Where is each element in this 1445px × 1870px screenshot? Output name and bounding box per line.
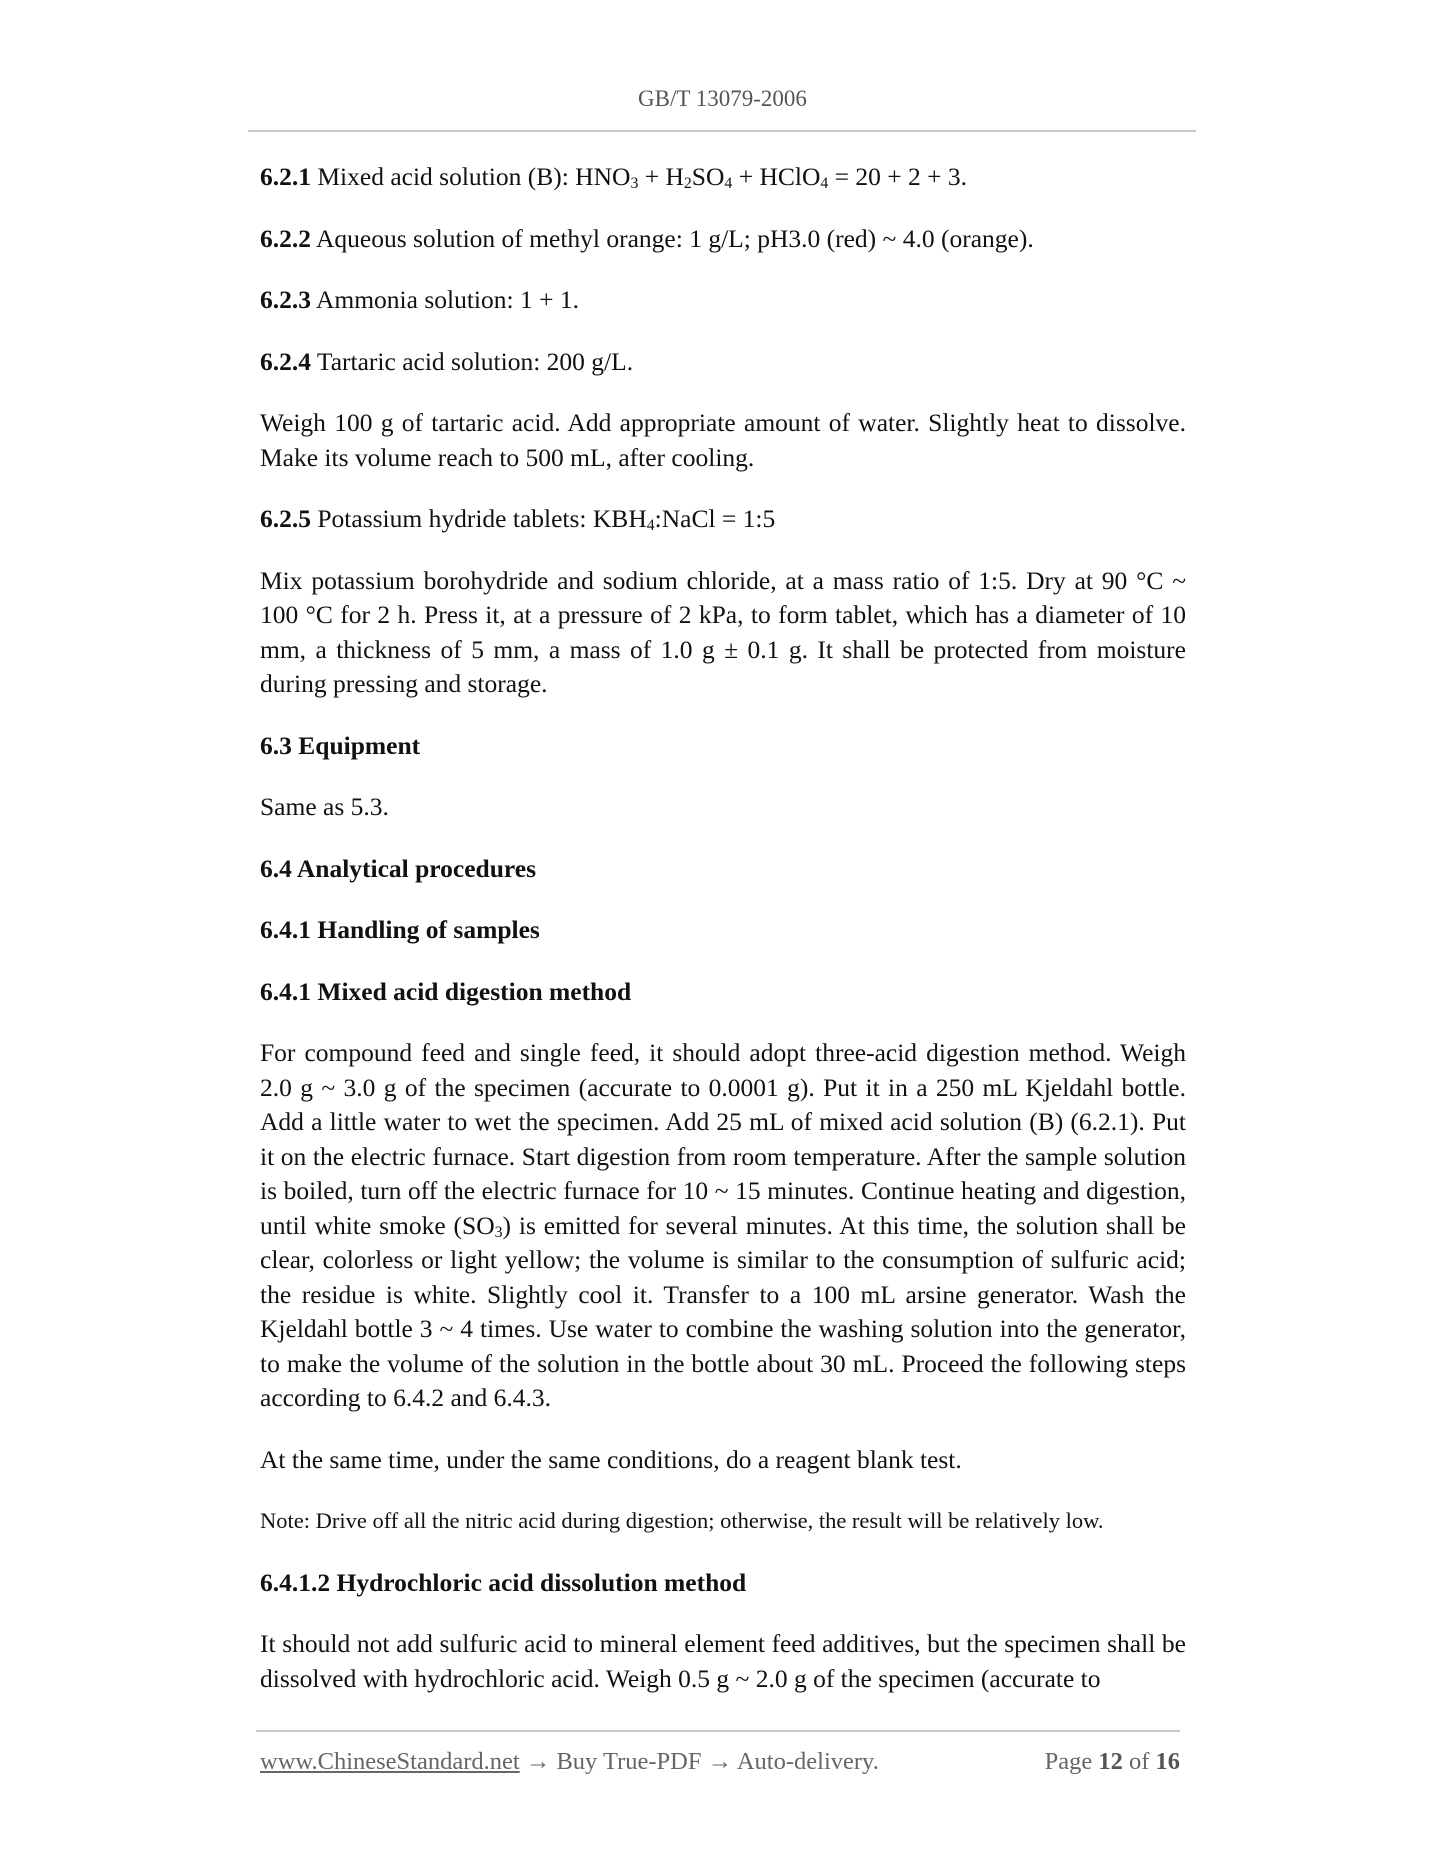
heading-6-3: 6.3 Equipment [260,730,421,760]
clause-6-2-1: 6.2.1 Mixed acid solution (B): $HNO_3 + H_2SO_4$ + HClO$_4$ = 20 + 2 + 3. [260,162,968,193]
footer-divider [256,1730,1180,1732]
website-link[interactable]: www.ChineseStandard.net [260,1748,520,1775]
footer-links [260,1748,879,1776]
clause-6-2-4: 6.2.4 Tartaric acid solution: 200 g/L. [260,346,634,376]
paragraph-hcl: It should not add sulfuric acid to mineral element feed additives, but the specimen shall be dissolved with hydrochloric acid. Weigh 0.5 g ~ 2.0 g of the specimen (accurate to [260,1629,1186,1693]
page-number: Page 12 of 16 [1044,1748,1180,1775]
heading-6-4-1-2: 6.4.1.2 Hydrochloric acid dissolution method [260,1567,747,1597]
clause-number: 6.2.3 [260,285,311,314]
paragraph-blank: At the same time, under the same conditions, do a reagent blank test. [260,1444,962,1474]
heading-6-4-1: 6.4.1 Handling of samples [260,915,540,944]
total-pages: 16 [1155,1748,1180,1775]
clause-6-2-3: 6.2.3 Ammonia solution: 1 + 1. [260,285,579,314]
clause-number: 6.2.4 [260,346,311,376]
paragraph-same: Same as 5.3. [260,792,389,821]
note-paragraph: Note: Drive off all the nitric acid during digestion; otherwise, the result will be relatively low. [260,1508,1104,1533]
clause-number: 6.2.5 [260,504,311,533]
paragraph-compound: For compound feed and single feed, it should adopt three-acid digestion method. Weigh 2.0 g ~ 3.0 g of the specimen (accurate to 0.0001 g). Put it in a 250 mL Kjeldahl bottle. Add a little water to wet the specimen. Add 25 mL of mixed acid solution (B) (6.2.1). Put it on the electric furnace. Start digestion from room temperature. After the sample solution is boiled, turn off the electric furnace for 10 ~ 15 minutes. Continue heating and digestion, until white smoke $(SO_3)$ is emitted for several minutes. At this time, the solution shall be clear, colorless or light yellow; the volume is similar to the consumption of sulfuric acid; the residue is white. Slightly cool it. Transfer to a 100 mL arsine generator. Wash the Kjeldahl bottle 3 ~ 4 times. Use water to combine the washing solution into the generator, to make the volume of the solution in the bottle about 30 mL. Proceed the following steps according to 6.4.2 and 6.4.3. [260,1038,1186,1412]
footer-tagline: → Buy True-PDF → Auto-delivery. [525,1748,879,1775]
clause-6-2-5: 6.2.5 Potassium hydride tablets: $KBH_4:NaCl$ = 1:5 [260,504,776,535]
heading-6-4: 6.4 Analytical procedures [260,853,537,883]
clause-6-2-2: 6.2.2 Aqueous solution of methyl orange: 1 g/L; pH3.0 (red) ~ 4.0 (orange). [260,223,1034,253]
clause-number: 6.2.1 [260,162,311,191]
document-body [260,160,1186,1723]
paragraph-mix: Mix potassium borohydride and sodium chloride, at a mass ratio of 1:5. Dry at 90 °C ~ 100 °C for 2 h. Press it, at a pressure of 2 kPa, to form tablet, which has a diameter of 10 mm, a thickness of 5 mm, a mass of 1.0 g ± 0.1 g. It shall be protected from moisture during pressing and storage. [260,565,1186,698]
heading-6-4-1-mixed: 6.4.1 Mixed acid digestion method [260,976,632,1006]
paragraph-tartaric: Weigh 100 g of tartaric acid. Add appropriate amount of water. Slightly heat to dissolve. Make its volume reach to 500 mL, after cooling. [260,408,1186,472]
current-page: 12 [1098,1748,1123,1775]
header-divider [248,130,1196,132]
page-header-title: GB/T 13079-2006 [638,86,807,111]
clause-number: 6.2.2 [260,223,311,253]
